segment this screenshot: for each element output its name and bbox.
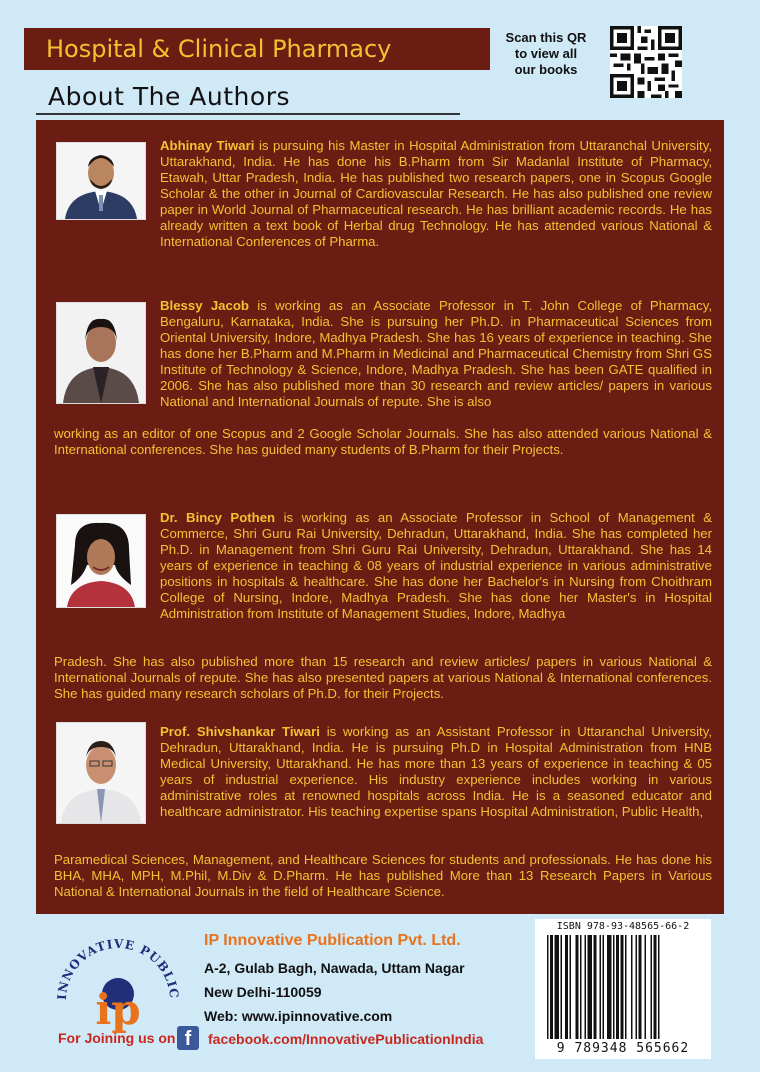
barcode-bar	[570, 935, 572, 1039]
barcode-bar	[636, 935, 638, 1039]
barcode-bar	[585, 935, 587, 1039]
barcode-bar	[621, 935, 624, 1039]
address-line: New Delhi-110059	[204, 984, 322, 1000]
barcode-bar	[550, 935, 553, 1039]
barcode-bar	[561, 935, 563, 1039]
barcode-bars	[547, 935, 699, 1039]
qr-caption	[496, 30, 596, 78]
author-bio-text: is working as an Associate Professor in School of Management & Commerce, Shri Guru Rai University, Dehradun, Uttarakhand, India. She has completed her Ph.D. in Management from Shri Guru Rai University, Dehradun, Uttarakhand. She has 14 years of experience in teaching & 08 years of industrial experience in various administrative positions in hospitals & healthcare. She has done her Bachelor's in Nursing from Choithram College of Nursing, Indore, Madhya Pradesh. She has done her Master's in Hospital Administration from Institute of Management Studies, Indore, Madhya	[160, 510, 712, 621]
author-bio	[160, 138, 712, 250]
author-bio	[160, 298, 712, 410]
author-name: Abhinay Tiwari	[160, 138, 255, 153]
website-link[interactable]: Web: www.ipinnovative.com	[204, 1008, 393, 1024]
barcode-bar	[555, 935, 560, 1039]
qr-caption-line: Scan this QR	[505, 30, 587, 45]
authors-panel	[36, 120, 724, 914]
barcode-bar	[616, 935, 619, 1039]
barcode-bar	[607, 935, 612, 1039]
author-bio-continued: Paramedical Sciences, Management, and Healthcare Sciences for students and professionals. He has done his BHA, MHA, MPH, M.Phil, M.Div & D.Pharm. He has published More than 13 Research Papers in Various National & International Journals in the field of Healthcare Science.	[54, 852, 712, 899]
barcode-bar	[576, 935, 579, 1039]
barcode-digits: 9 789348 565662	[556, 1041, 690, 1056]
barcode-bar	[580, 935, 582, 1039]
barcode-bar	[625, 935, 627, 1039]
barcode	[535, 919, 711, 1059]
barcode-bar	[651, 935, 653, 1039]
author-photo	[56, 514, 146, 608]
publisher-name: IP Innovative Publication Pvt. Ltd.	[204, 932, 461, 949]
barcode-bar	[588, 935, 593, 1039]
barcode-bar	[631, 935, 633, 1039]
author-name: Prof. Shivshankar Tiwari	[160, 724, 320, 739]
author-photo	[56, 302, 146, 404]
author-bio	[160, 510, 712, 622]
barcode-bar	[600, 935, 602, 1039]
barcode-bar	[658, 935, 660, 1039]
qr-caption-line: our books	[514, 62, 578, 77]
author-bio-continued: working as an editor of one Scopus and 2 Google Scholar Journals. She has also attended various National & International conferences. She has guided many students of B.Pharm for their Projects.	[54, 426, 712, 457]
facebook-icon[interactable]: f	[177, 1026, 199, 1050]
author-bio	[160, 724, 712, 820]
divider	[36, 113, 460, 115]
barcode-bar	[565, 935, 568, 1039]
barcode-bar	[654, 935, 657, 1039]
barcode-bar	[547, 935, 549, 1039]
barcode-bar	[613, 935, 615, 1039]
barcode-bar	[603, 935, 605, 1039]
author-name: Dr. Bincy Pothen	[160, 510, 276, 525]
author-bio-continued: Pradesh. She has also published more than 15 research and review articles/ papers in various National & International Journals of repute. She has also presented papers at various National & International conferences. She has guided many research scholars of Ph.D. for their Projects.	[54, 654, 712, 701]
author-bio-text: is working as an Associate Professor in T. John College of Pharmacy, Bengaluru, Karnataka, India. She is pursuing her Ph.D. in Pharmaceutical Sciences from Oriental University, Indore, Madhya Pradesh. She has 16 years of experience in teaching. She has done her B.Pharm and M.Pharm in Medicinal and Pharmaceutical Chemistry from Shri GS Institute of Technology & Science, Indore, Madhya Pradesh. She has been GATE qualified in 2006. She has also published more than 30 research and review articles/ papers in various National and International Journals of repute. She is also	[160, 298, 712, 409]
section-title: About The Authors	[48, 82, 290, 111]
author-name: Blessy Jacob	[160, 298, 249, 313]
barcode-bar	[639, 935, 642, 1039]
logo-letters: ip	[95, 985, 141, 1034]
publisher-logo[interactable]	[52, 926, 184, 1044]
author-bio-text: is working as an Assistant Professor in Uttaranchal University, Dehradun, Uttarakhand, India. He is pursuing Ph.D in Hospital Administration from HNB Medical University, Uttarakhand. He has more than 13 years of experience in teaching & 05 years of industrial experience. His industry experience includes working in various administrative roles at renowned hospitals across India. He is a seasoned educator and healthcare administrator. His teaching expertise spans Hospital Administration, Public Health,	[160, 724, 712, 819]
barcode-bar	[594, 935, 597, 1039]
address-line: A-2, Gulab Bagh, Nawada, Uttam Nagar	[204, 960, 465, 976]
publisher-address	[204, 956, 465, 1028]
barcode-bar	[645, 935, 647, 1039]
isbn-text: ISBN 978-93-48565-66-2	[556, 921, 690, 932]
author-bio-text: is pursuing his Master in Hospital Administration from Uttaranchal University, Uttarakhand, India. He has done his B.Pharm from Sir Madanlal Institute of Pharmacy, Etawah, Uttar Pradesh, India. He has published two research papers, one in Scopus Google Scholar & the other in Journal of Cardiovascular Research. He has also published one review paper in World Journal of Pharmaceutical research. He has brilliant academic records. He has already written a text book of Herbal drug Technology. He has attended various National & International Conferences of Pharma.	[160, 138, 713, 249]
series-title: Hospital & Clinical Pharmacy	[24, 28, 490, 70]
join-label: For Joining us on	[58, 1030, 176, 1046]
qr-code-icon[interactable]	[610, 26, 682, 98]
facebook-link[interactable]: facebook.com/InnovativePublicationIndia	[208, 1031, 484, 1047]
author-photo	[56, 722, 146, 824]
author-photo	[56, 142, 146, 220]
logo-arc-text: INNOVATIVE PUBLIC	[54, 936, 182, 1001]
qr-caption-line: to view all	[514, 46, 578, 61]
